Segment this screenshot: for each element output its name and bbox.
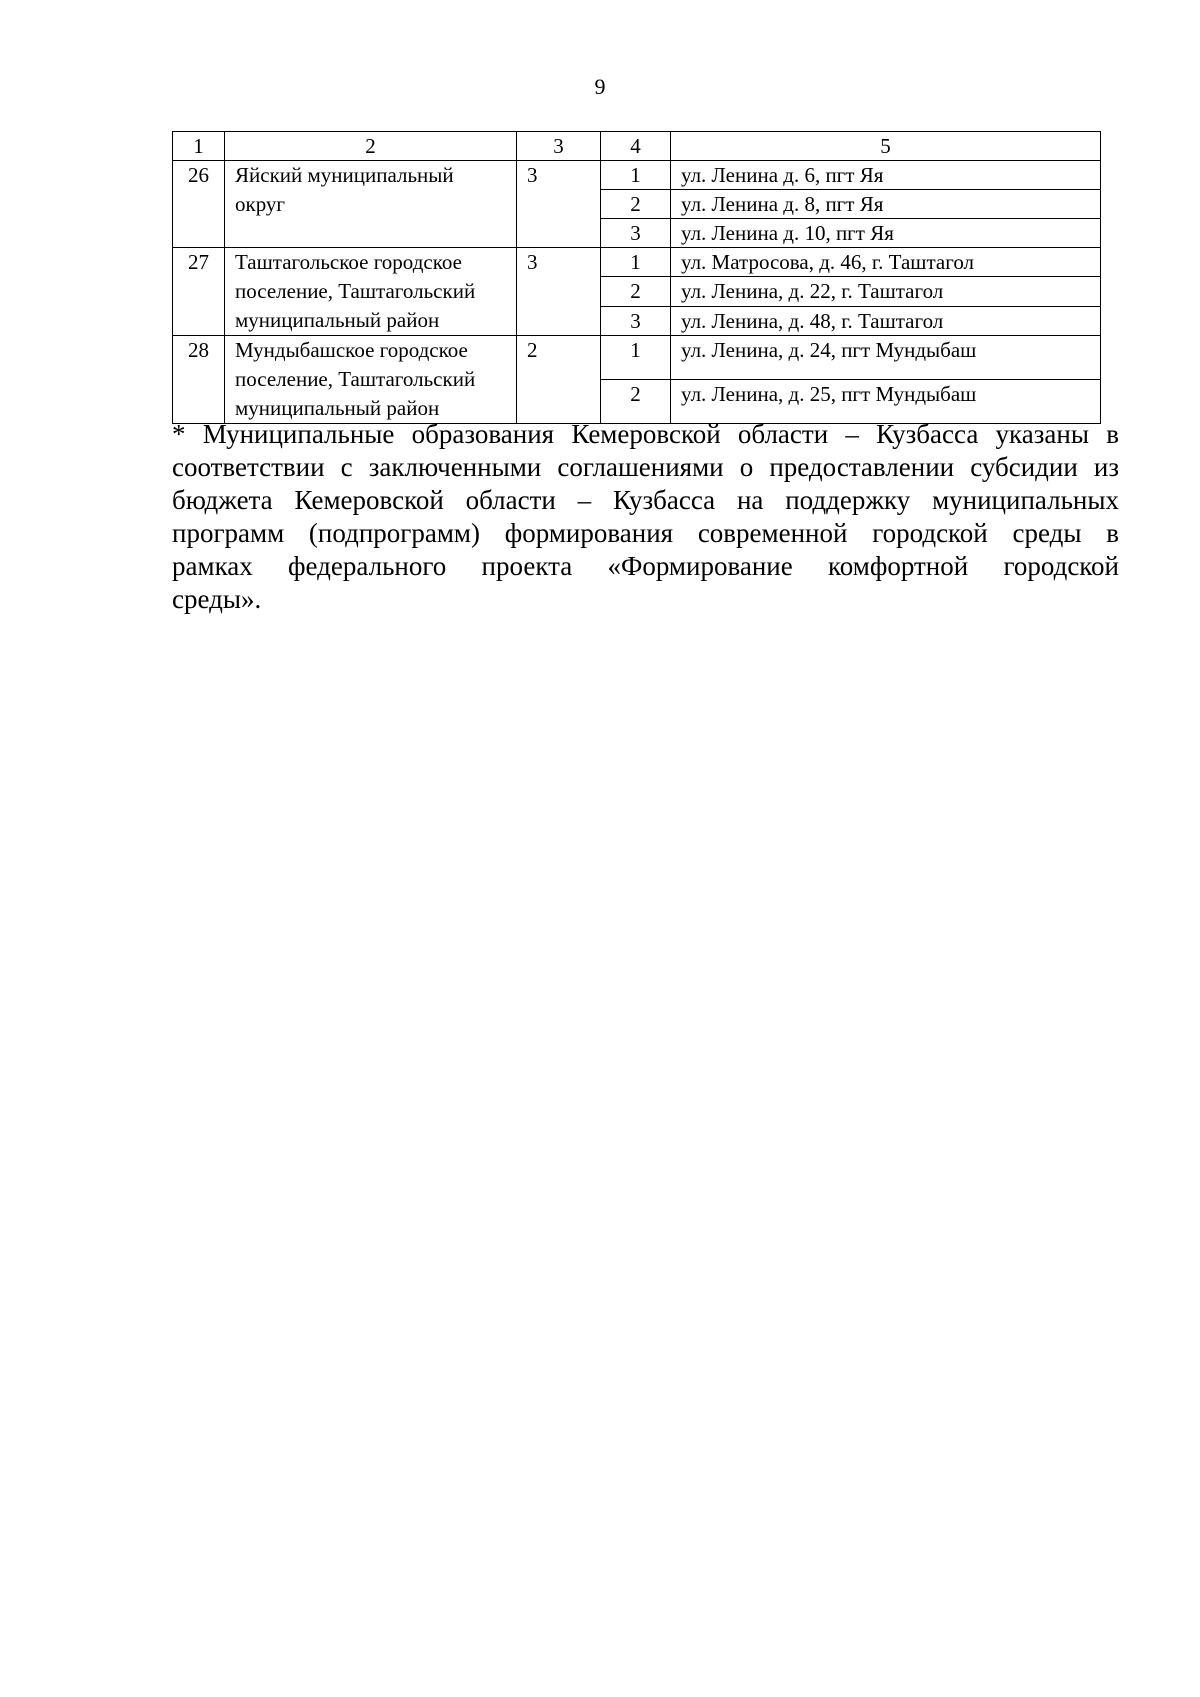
object-address: ул. Ленина, д. 24, пгт Мундыбаш xyxy=(671,336,1101,380)
column-header-2: 2 xyxy=(225,132,517,161)
row-number: 26 xyxy=(173,161,225,248)
object-number: 2 xyxy=(601,277,671,306)
objects-table xyxy=(172,131,1101,424)
column-header-3: 3 xyxy=(517,132,601,161)
municipality-name: Мундыбашское городское поселение, Таштагольский муниципальный район xyxy=(225,336,517,424)
object-number: 3 xyxy=(601,219,671,248)
row-number: 27 xyxy=(173,248,225,336)
footnote-line: бюджета Кемеровской области – Кузбасса на поддержку муниципальных xyxy=(172,485,1119,515)
object-address: ул. Ленина д. 6, пгт Яя xyxy=(671,161,1101,190)
column-header-4: 4 xyxy=(601,132,671,161)
object-number: 3 xyxy=(601,306,671,335)
table-row xyxy=(173,248,1101,277)
objects-count: 2 xyxy=(517,336,601,424)
objects-count: 3 xyxy=(517,161,601,248)
table-header-row xyxy=(173,132,1101,161)
object-number: 1 xyxy=(601,336,671,380)
object-address: ул. Ленина д. 8, пгт Яя xyxy=(671,190,1101,219)
column-header-5: 5 xyxy=(671,132,1101,161)
table-row xyxy=(173,161,1101,190)
footnote-line: * Муниципальные образования Кемеровской области – Кузбасса указаны в xyxy=(172,419,1119,449)
municipality-name: Яйский муниципальный округ xyxy=(225,161,517,248)
object-address: ул. Матросова, д. 46, г. Таштагол xyxy=(671,248,1101,277)
footnote-line: среды». xyxy=(172,584,262,614)
object-number: 1 xyxy=(601,161,671,190)
object-number: 2 xyxy=(601,190,671,219)
table-row xyxy=(173,336,1101,380)
page-number: 9 xyxy=(594,74,606,99)
object-address: ул. Ленина, д. 22, г. Таштагол xyxy=(671,277,1101,306)
object-address: ул. Ленина д. 10, пгт Яя xyxy=(671,219,1101,248)
object-address: ул. Ленина, д. 48, г. Таштагол xyxy=(671,306,1101,335)
municipality-name: Таштагольское городское поселение, Таштагольский муниципальный район xyxy=(225,248,517,336)
objects-count: 3 xyxy=(517,248,601,336)
footnote-line: рамках федерального проекта «Формирование комфортной городской xyxy=(172,551,1119,581)
column-header-1: 1 xyxy=(173,132,225,161)
object-number: 2 xyxy=(601,380,671,424)
object-number: 1 xyxy=(601,248,671,277)
row-number: 28 xyxy=(173,336,225,424)
footnote-line: соответствии с заключенными соглашениями о предоставлении субсидии из xyxy=(172,452,1119,482)
footnote-line: программ (подпрограмм) формирования современной городской среды в xyxy=(172,518,1119,548)
footnote xyxy=(172,418,1119,616)
object-address: ул. Ленина, д. 25, пгт Мундыбаш xyxy=(671,380,1101,424)
